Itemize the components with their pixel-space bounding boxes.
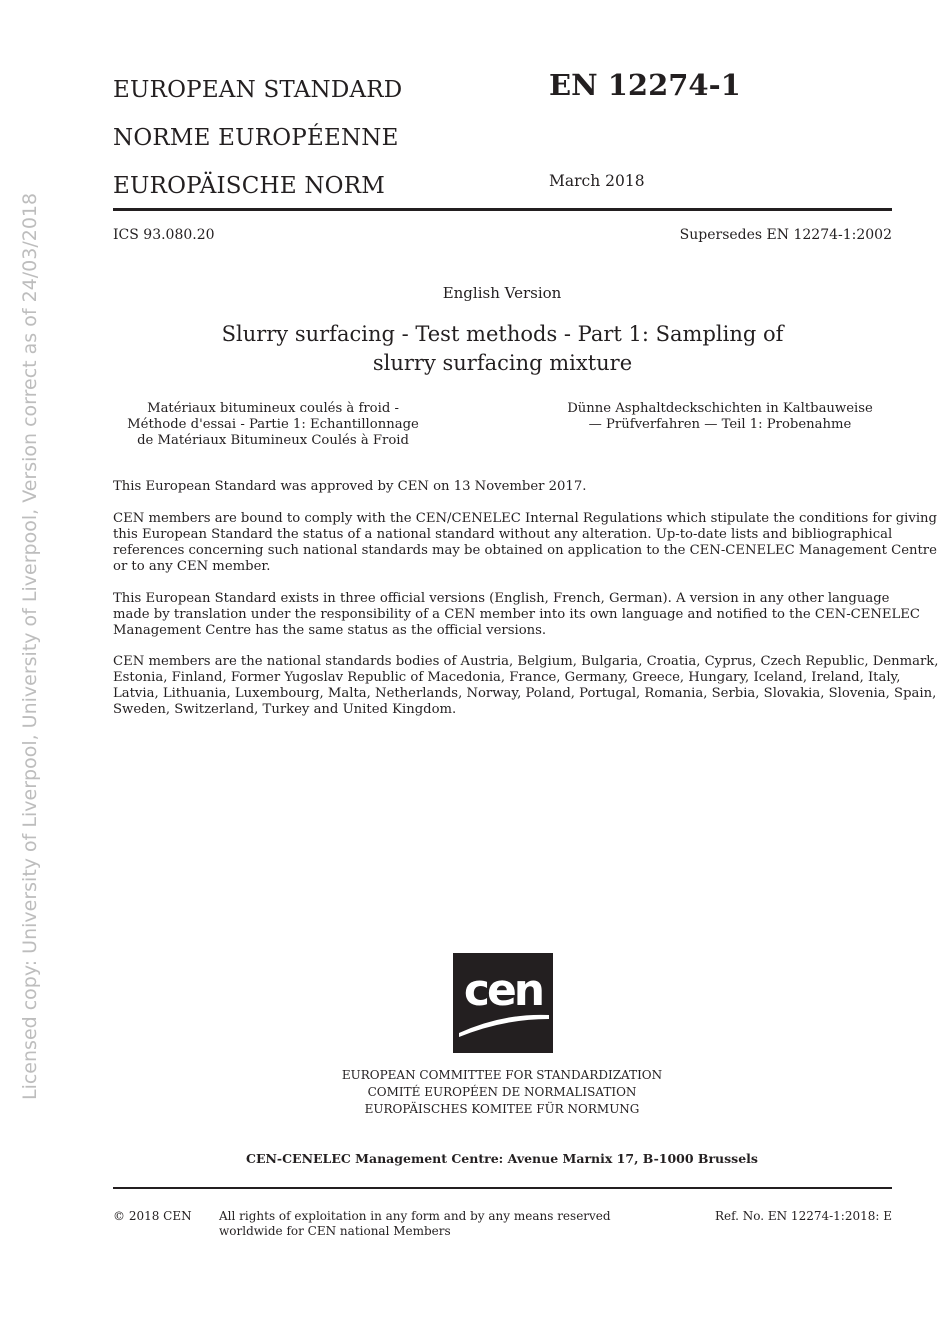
reference-number: Ref. No. EN 12274-1:2018: E xyxy=(714,1209,892,1223)
regulations-paragraph xyxy=(113,511,937,575)
document-title xyxy=(113,320,892,378)
standard-type-lines xyxy=(113,66,402,210)
paragraph-line: This European Standard was approved by CEN on 13 November 2017. xyxy=(113,479,587,494)
french-title-line: Matériaux bitumineux coulés à froid - xyxy=(147,401,399,416)
paragraph-line: references concerning such national standards may be obtained on application to the CEN-CENELEC Management Centre xyxy=(113,543,937,558)
paragraph-line: Management Centre has the same status as the official versions. xyxy=(113,623,547,638)
committee-line: COMITÉ EUROPÉEN DE NORMALISATION xyxy=(367,1085,637,1099)
members-paragraph xyxy=(113,654,939,718)
license-watermark: Licensed copy: University of Liverpool, University of Liverpool, Version correct as of 24/03/2018 xyxy=(19,192,41,1100)
standard-type-fr: NORME EUROPÉENNE xyxy=(113,125,399,151)
rights-line: All rights of exploitation in any form and by any means reserved xyxy=(219,1209,611,1223)
german-title-line: Dünne Asphaltdeckschichten in Kaltbauweise xyxy=(567,401,873,416)
standard-type-de: EUROPÄISCHE NORM xyxy=(113,173,385,199)
french-title xyxy=(113,401,433,449)
title-line: slurry surfacing mixture xyxy=(372,351,633,375)
versions-paragraph xyxy=(113,591,921,639)
paragraph-line: or to any CEN member. xyxy=(113,559,271,574)
committee-names xyxy=(0,1067,950,1118)
standard-type-en: EUROPEAN STANDARD xyxy=(113,77,403,103)
header-divider xyxy=(113,208,892,211)
footer-divider xyxy=(113,1187,892,1189)
version-label: English Version xyxy=(442,284,562,302)
paragraph-line: Estonia, Finland, Former Yugoslav Republic of Macedonia, France, Germany, Greece, Hungary, Iceland, Ireland, Italy, xyxy=(113,670,901,685)
supersedes-note: Supersedes EN 12274-1:2002 xyxy=(679,227,892,243)
committee-line: EUROPEAN COMMITTEE FOR STANDARDIZATION xyxy=(341,1068,663,1082)
german-title-line: — Prüfverfahren — Teil 1: Probenahme xyxy=(588,417,852,432)
ics-code: ICS 93.080.20 xyxy=(113,227,215,243)
management-centre-address: CEN-CENELEC Management Centre: Avenue Marnix 17, B-1000 Brussels xyxy=(246,1151,758,1166)
paragraph-line: made by translation under the responsibility of a CEN member into its own language and notified to the CEN-CENELEC xyxy=(113,607,921,622)
logo-text: cen xyxy=(463,965,543,1016)
rights-line: worldwide for CEN national Members xyxy=(219,1224,451,1238)
paragraph-line: This European Standard exists in three official versions (English, French, German). A version in any other language xyxy=(113,591,890,606)
cen-logo-icon xyxy=(453,953,553,1053)
paragraph-line: Latvia, Lithuania, Luxembourg, Malta, Netherlands, Norway, Poland, Portugal, Romania, Serbia, Slovakia, Slovenia, Spain, xyxy=(113,686,937,701)
approval-paragraph xyxy=(113,479,903,495)
paragraph-line: CEN members are bound to comply with the CEN/CENELEC Internal Regulations which stipulate the conditions for giving xyxy=(113,511,937,526)
copyright: © 2018 CEN xyxy=(113,1209,192,1223)
french-title-line: Méthode d'essai - Partie 1: Echantillonnage xyxy=(127,417,419,432)
paragraph-line: Sweden, Switzerland, Turkey and United Kingdom. xyxy=(113,702,457,717)
french-title-line: de Matériaux Bitumineux Coulés à Froid xyxy=(137,433,409,448)
german-title xyxy=(560,401,880,433)
paragraph-line: this European Standard the status of a national standard without any alteration. Up-to-date lists and bibliographical xyxy=(113,527,893,542)
committee-line: EUROPÄISCHES KOMITEE FÜR NORMUNG xyxy=(364,1102,640,1116)
title-line: Slurry surfacing - Test methods - Part 1: Sampling of xyxy=(221,322,784,346)
rights-notice xyxy=(219,1209,611,1239)
paragraph-line: CEN members are the national standards bodies of Austria, Belgium, Bulgaria, Croatia, Cyprus, Czech Republic, Denmark, xyxy=(113,654,939,669)
standard-number: EN 12274-1 xyxy=(549,68,741,102)
publication-date: March 2018 xyxy=(549,172,645,190)
